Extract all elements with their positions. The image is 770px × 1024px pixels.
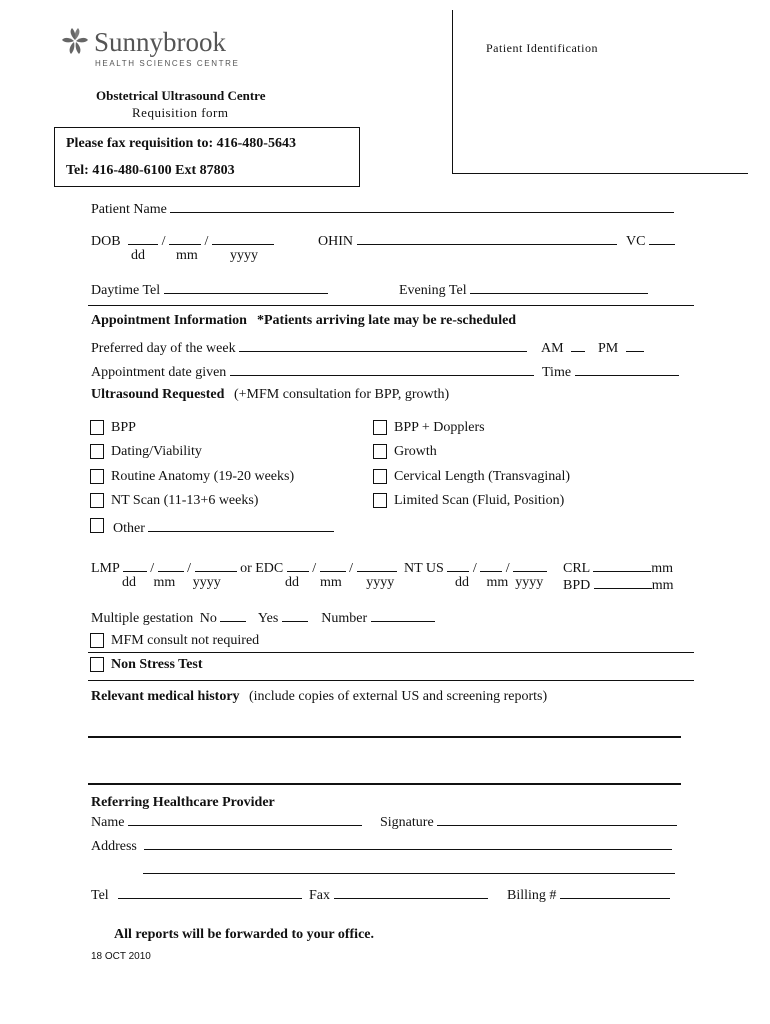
lmp-slash: / <box>150 561 155 576</box>
time-field[interactable] <box>575 363 679 376</box>
nt-us-label: NT US <box>404 561 444 576</box>
lmp-day-field[interactable] <box>123 559 147 572</box>
date-given-label: Appointment date given <box>91 365 227 380</box>
form-title: Requisition form <box>132 105 229 120</box>
edc-day-field[interactable] <box>287 559 309 572</box>
preferred-day-field[interactable] <box>239 339 527 352</box>
address-field-1[interactable] <box>144 837 672 850</box>
daytime-tel-field[interactable] <box>164 281 328 294</box>
medical-history-line-1[interactable] <box>88 736 681 738</box>
other-label: Other <box>113 521 145 536</box>
nt-us-day-field[interactable] <box>447 559 469 572</box>
nt-us-month-field[interactable] <box>480 559 502 572</box>
evening-tel-field[interactable] <box>470 281 648 294</box>
no-label: No <box>199 611 217 626</box>
provider-fax-label: Fax <box>309 888 330 903</box>
dob-day-field[interactable] <box>128 232 158 245</box>
provider-name-field[interactable] <box>128 813 362 826</box>
signature-field[interactable] <box>437 813 677 826</box>
lmp-slash: / <box>187 561 192 576</box>
limited-scan-label: Limited Scan (Fluid, Position) <box>394 493 565 508</box>
preferred-day-row <box>91 339 527 356</box>
billing-field[interactable] <box>560 886 670 899</box>
provider-name-row <box>91 813 362 830</box>
bpd-field[interactable] <box>594 576 652 589</box>
nt-us-slash: / <box>472 561 477 576</box>
growth-checkbox[interactable] <box>373 444 387 459</box>
ohin-field[interactable] <box>357 232 617 245</box>
edc-slash: / <box>349 561 354 576</box>
preferred-day-label: Preferred day of the week <box>91 341 236 356</box>
crl-field[interactable] <box>593 559 651 572</box>
dob-month-field[interactable] <box>169 232 201 245</box>
edc-slash: / <box>312 561 317 576</box>
number-label: Number <box>321 611 368 626</box>
nt-scan-label: NT Scan (11-13+6 weeks) <box>111 493 259 508</box>
medical-history-line-2[interactable] <box>88 783 681 785</box>
time-row <box>542 363 679 380</box>
centre-title: Obstetrical Ultrasound Centre <box>96 88 266 103</box>
cervical-length-checkbox[interactable] <box>373 469 387 484</box>
medical-history-note: (include copies of external US and screening reports) <box>249 689 548 704</box>
provider-heading: Referring Healthcare Provider <box>91 795 275 810</box>
dob-slash: / <box>161 234 166 249</box>
lmp-row <box>91 559 397 576</box>
edc-date-hint: dd mm yyyy <box>285 575 395 590</box>
provider-tel-field[interactable] <box>118 886 302 899</box>
bpd-unit: mm <box>651 578 674 593</box>
cervical-length-label: Cervical Length (Transvaginal) <box>394 469 570 484</box>
patient-name-label: Patient Name <box>91 202 167 217</box>
nt-us-row <box>404 559 547 576</box>
bpp-dopplers-label: BPP + Dopplers <box>394 420 485 435</box>
signature-label: Signature <box>380 815 434 830</box>
dob-year-field[interactable] <box>212 232 274 245</box>
yes-field[interactable] <box>282 609 308 622</box>
no-field[interactable] <box>220 609 246 622</box>
yes-label: Yes <box>257 611 279 626</box>
patient-id-label: Patient Identification <box>486 41 598 55</box>
provider-tel-row <box>91 886 302 903</box>
tel-line: Tel: 416-480-6100 Ext 87803 <box>66 163 235 178</box>
patient-id-border-bottom <box>452 173 748 174</box>
daytime-tel-label: Daytime Tel <box>91 283 161 298</box>
date-given-row <box>91 363 534 380</box>
signature-row <box>380 813 677 830</box>
fax-line: Please fax requisition to: 416-480-5643 <box>66 136 296 151</box>
multiple-gestation-row <box>91 609 435 626</box>
mfm-not-required-label: MFM consult not required <box>111 633 260 648</box>
address-field-2[interactable] <box>143 861 675 874</box>
nt-us-date-hint: dd mm yyyy <box>455 575 544 590</box>
multiple-gestation-label: Multiple gestation <box>91 611 194 626</box>
lmp-date-hint: dd mm yyyy <box>122 575 221 590</box>
bpp-dopplers-checkbox[interactable] <box>373 420 387 435</box>
crl-row <box>563 559 673 576</box>
patient-name-row <box>91 200 674 217</box>
dob-slash: / <box>204 234 209 249</box>
other-checkbox[interactable] <box>90 518 104 533</box>
patient-name-field[interactable] <box>170 200 674 213</box>
logo-name: Sunnybrook <box>94 27 227 57</box>
lmp-month-field[interactable] <box>158 559 184 572</box>
section-divider <box>88 680 694 681</box>
provider-fax-row <box>309 886 488 903</box>
ohin-label: OHIN <box>318 234 353 249</box>
time-label: Time <box>542 365 572 380</box>
edc-month-field[interactable] <box>320 559 346 572</box>
late-note: *Patients arriving late may be re-scheduled <box>257 313 517 328</box>
provider-tel-label: Tel <box>91 888 109 903</box>
daytime-tel-row <box>91 281 328 298</box>
dating-viability-checkbox[interactable] <box>90 444 104 459</box>
mfm-not-required-checkbox[interactable] <box>90 633 104 648</box>
ultrasound-heading: Ultrasound Requested <box>91 387 225 402</box>
non-stress-test-checkbox[interactable] <box>90 657 104 672</box>
vc-row <box>626 232 675 249</box>
edc-year-field[interactable] <box>357 559 397 572</box>
sunnybrook-leaf-logo-icon <box>60 26 90 56</box>
evening-tel-row <box>399 281 648 298</box>
vc-label: VC <box>626 234 646 249</box>
bpp-label: BPP <box>111 420 136 435</box>
crl-label: CRL <box>563 561 590 576</box>
am-field[interactable] <box>571 339 585 352</box>
limited-scan-checkbox[interactable] <box>373 493 387 508</box>
patient-id-border-left <box>452 10 453 173</box>
nt-us-year-field[interactable] <box>513 559 547 572</box>
section-divider <box>88 652 694 653</box>
bpd-label: BPD <box>563 578 591 593</box>
am-label: AM <box>541 341 564 356</box>
billing-row <box>507 886 670 903</box>
reports-note: All reports will be forwarded to your office. <box>114 927 374 942</box>
number-field[interactable] <box>371 609 435 622</box>
address-label: Address <box>91 839 137 854</box>
address-row <box>91 837 672 854</box>
section-divider <box>88 305 694 306</box>
pm-label: PM <box>598 341 619 356</box>
dob-mm-hint: mm <box>176 248 198 263</box>
nt-scan-checkbox[interactable] <box>90 493 104 508</box>
dob-row <box>91 232 274 249</box>
dob-dd-hint: dd <box>131 248 145 263</box>
other-row <box>113 519 334 536</box>
date-given-field[interactable] <box>230 363 534 376</box>
medical-history-heading: Relevant medical history <box>91 689 240 704</box>
provider-fax-field[interactable] <box>334 886 488 899</box>
logo-subtitle: HEALTH SCIENCES CENTRE <box>95 59 240 68</box>
or-edc-label: or EDC <box>240 561 284 576</box>
provider-name-label: Name <box>91 815 125 830</box>
form-date: 18 OCT 2010 <box>91 951 151 962</box>
pm-row <box>598 339 644 356</box>
bpd-row <box>563 576 674 593</box>
non-stress-test-label: Non Stress Test <box>111 657 203 672</box>
ohin-row <box>318 232 617 249</box>
appointment-heading: Appointment Information <box>91 313 247 328</box>
routine-anatomy-checkbox[interactable] <box>90 469 104 484</box>
bpp-checkbox[interactable] <box>90 420 104 435</box>
nt-us-slash: / <box>505 561 510 576</box>
lmp-label: LMP <box>91 561 120 576</box>
dob-yyyy-hint: yyyy <box>230 248 258 263</box>
pm-field[interactable] <box>626 339 644 352</box>
billing-label: Billing # <box>507 888 557 903</box>
lmp-year-field[interactable] <box>195 559 237 572</box>
ultrasound-note: (+MFM consultation for BPP, growth) <box>234 387 450 402</box>
dating-viability-label: Dating/Viability <box>111 444 202 459</box>
vc-field[interactable] <box>649 232 675 245</box>
other-field[interactable] <box>148 519 334 532</box>
am-row <box>541 339 585 356</box>
dob-label: DOB <box>91 234 121 249</box>
growth-label: Growth <box>394 444 437 459</box>
crl-unit: mm <box>651 561 673 576</box>
address-row-2 <box>143 861 675 878</box>
evening-tel-label: Evening Tel <box>399 283 467 298</box>
routine-anatomy-label: Routine Anatomy (19-20 weeks) <box>111 469 295 484</box>
